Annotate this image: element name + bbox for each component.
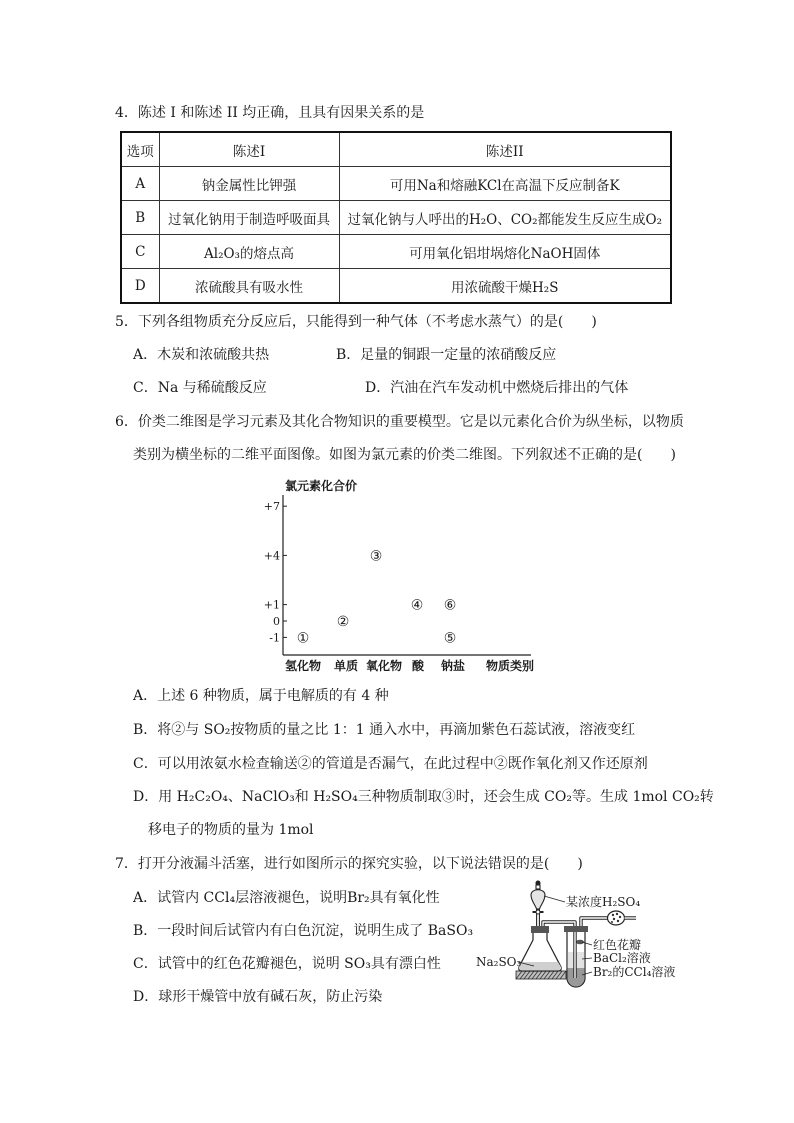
statement-2-cell: 用浓硫酸干燥H₂S bbox=[339, 269, 671, 304]
x-axis-title: 物质类别 bbox=[485, 659, 535, 673]
table-header-row bbox=[121, 132, 671, 167]
question-6-option-d-continued: 移电子的物质的量为 1mol bbox=[148, 822, 314, 838]
experiment-apparatus-diagram bbox=[476, 878, 692, 990]
drying-tube bbox=[581, 911, 636, 928]
statement-1-cell: 过氧化钠用于制造呼吸面具 bbox=[159, 201, 339, 235]
option-cell: C bbox=[121, 235, 159, 269]
question-6-option-b: B．将②与 SO₂按物质的量之比 1：1 通入水中，再滴加紫色石蕊试液，溶液变红 bbox=[133, 722, 636, 738]
question-6-option-d: D．用 H₂C₂O₄、NaClO₃和 H₂SO₄三种物质制取③时，还会生成 CO₂等。生成 1mol CO₂转 bbox=[133, 789, 714, 805]
x-category-label: 单质 bbox=[333, 659, 359, 673]
table-row-d bbox=[121, 269, 671, 304]
data-point-label: ④ bbox=[410, 597, 424, 614]
y-axis-title: 氯元素化合价 bbox=[285, 479, 358, 493]
question-6-stem-line-1: 6．价类二维图是学习元素及其化合物知识的重要模型。它是以元素化合价为纵坐标，以物质 bbox=[115, 414, 684, 430]
table-header-statement-1: 陈述I bbox=[159, 132, 339, 167]
y-tick-label: +4 bbox=[263, 549, 280, 563]
stand-base bbox=[516, 971, 566, 979]
question-5-option-b: B．足量的铜跟一定量的浓硝酸反应 bbox=[336, 347, 557, 363]
question-6-option-a: A．上述 6 种物质，属于电解质的有 4 种 bbox=[133, 688, 389, 704]
question-7-stem: 7．打开分液漏斗活塞，进行如图所示的探究实验，以下说法错误的是( ) bbox=[115, 856, 583, 872]
chlorine-valence-chart bbox=[255, 475, 545, 675]
data-point-label: ⑥ bbox=[443, 597, 457, 614]
question-5-option-d: D．汽油在汽车发动机中燃烧后排出的气体 bbox=[365, 380, 629, 396]
statement-2-cell: 可用Na和熔融KCl在高温下反应制备K bbox=[339, 167, 671, 201]
question-7-option-d: D．球形干燥管中放有碱石灰，防止污染 bbox=[133, 989, 383, 1005]
table-header-statement-2: 陈述II bbox=[339, 132, 671, 167]
option-cell: B bbox=[121, 201, 159, 235]
statement-1-cell: 钠金属性比钾强 bbox=[159, 167, 339, 201]
flask-stopper bbox=[531, 926, 549, 933]
question-4-stem: 4．陈述 I 和陈述 II 均正确，且具有因果关系的是 bbox=[115, 105, 425, 121]
statement-2-cell: 过氧化钠与人呼出的H₂O、CO₂都能发生反应生成O₂ bbox=[339, 201, 671, 235]
table-row-a bbox=[121, 167, 671, 201]
y-tick-label: -1 bbox=[269, 631, 280, 645]
data-point-label: ③ bbox=[369, 548, 383, 565]
question-7-option-a: A．试管内 CCl₄层溶液褪色，说明Br₂具有氧化性 bbox=[133, 890, 440, 906]
question-6-stem-line-2: 类别为横坐标的二维平面图像。如图为氯元素的价类二维图。下列叙述不正确的是( ) bbox=[133, 447, 676, 463]
table-row-c bbox=[121, 235, 671, 269]
statement-2-cell: 可用氧化铝坩埚熔化NaOH固体 bbox=[339, 235, 671, 269]
test-tube-stopper bbox=[564, 926, 588, 932]
data-point-label: ⑤ bbox=[443, 630, 457, 647]
y-tick-label: +7 bbox=[263, 500, 280, 514]
label-sodium-sulfite: Na₂SO₃ bbox=[476, 955, 522, 969]
question-7-option-c: C．试管中的红色花瓣褪色，说明 SO₃具有漂白性 bbox=[133, 956, 441, 972]
data-point-label: ② bbox=[336, 614, 350, 630]
statement-1-cell: 浓硫酸具有吸水性 bbox=[159, 269, 339, 304]
question-4-table bbox=[120, 131, 672, 304]
question-5-stem: 5．下列各组物质充分反应后，只能得到一种气体（不考虑水蒸气）的是( ) bbox=[115, 314, 597, 330]
x-category-label: 氢化物 bbox=[284, 659, 322, 673]
y-tick-label: 0 bbox=[273, 615, 280, 628]
table-header-option: 选项 bbox=[121, 132, 159, 167]
label-sulfuric-acid: 某浓度H₂SO₄ bbox=[566, 895, 641, 909]
x-category-label: 钠盐 bbox=[440, 659, 466, 673]
x-category-label: 酸 bbox=[411, 659, 425, 673]
option-cell: A bbox=[121, 167, 159, 201]
statement-1-cell: Al₂O₃的熔点高 bbox=[159, 235, 339, 269]
conical-flask bbox=[519, 932, 561, 971]
label-red-petal: 红色花瓣 bbox=[593, 938, 642, 952]
data-point-label: ① bbox=[296, 630, 310, 647]
question-5-option-c: C．Na 与稀硫酸反应 bbox=[133, 380, 267, 396]
acid-label-leader bbox=[544, 896, 565, 902]
table-row-b bbox=[121, 201, 671, 235]
question-7-option-b: B．一段时间后试管内有白色沉淀，说明生成了 BaSO₃ bbox=[133, 923, 474, 939]
option-cell: D bbox=[121, 269, 159, 304]
y-tick-label: +1 bbox=[263, 598, 280, 612]
x-category-label: 氧化物 bbox=[365, 659, 403, 673]
question-5-option-a: A．木炭和浓硫酸共热 bbox=[133, 347, 270, 363]
label-bromine-ccl4-solution: Br₂的CCl₄溶液 bbox=[593, 965, 676, 979]
question-6-option-c: C．可以用浓氨水检查输送②的管道是否漏气，在此过程中②既作氧化剂又作还原剂 bbox=[133, 756, 648, 772]
label-barium-chloride-solution: BaCl₂溶液 bbox=[593, 951, 651, 965]
